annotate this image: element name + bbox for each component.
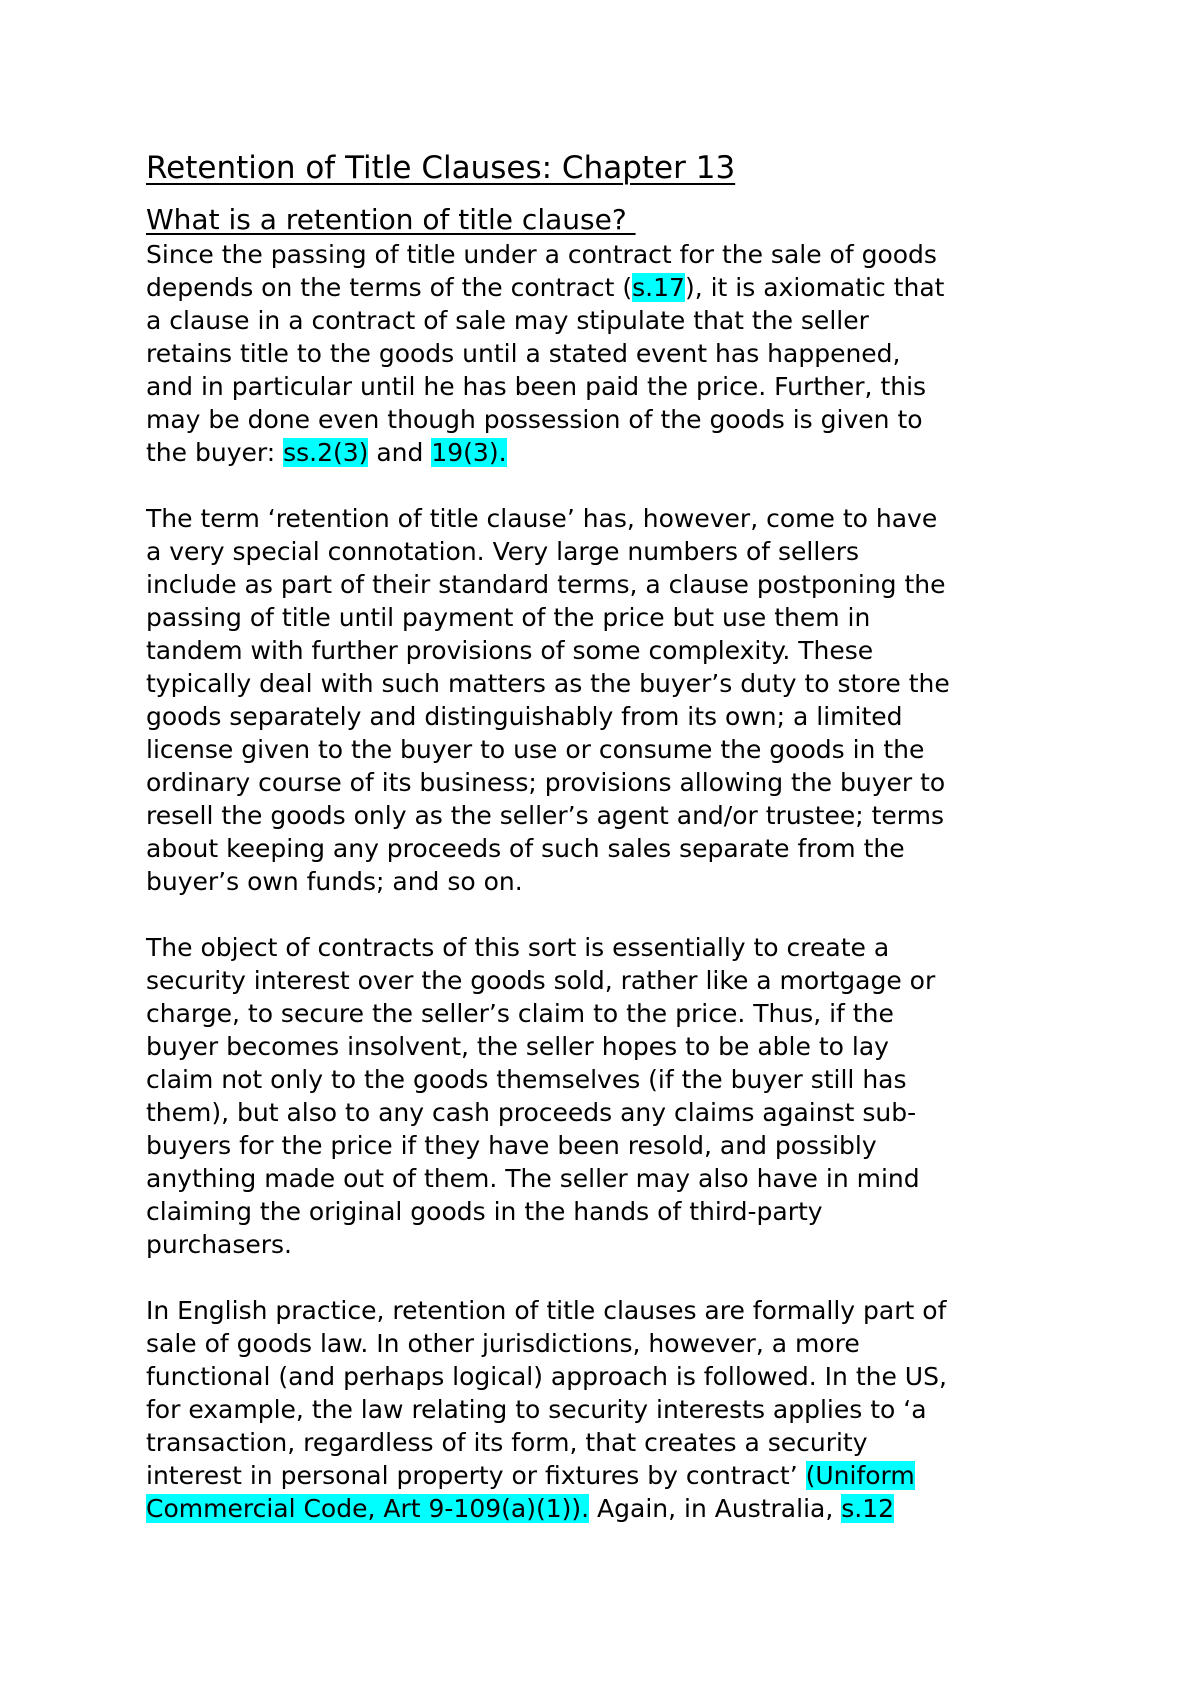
text-run: security interest over the goods sold, rather like a mortgage or [146,966,936,995]
text-run: transaction, regardless of its form, that creates a security [146,1428,868,1457]
text-line [146,766,1076,799]
text-run: The term ‘retention of title clause’ has, however, come to have [146,504,938,533]
text-run: Again, in Australia, [589,1494,842,1523]
text-run: charge, to secure the seller’s claim to the price. Thus, if the [146,999,894,1028]
text-run: ), it is axiomatic that [684,273,945,302]
text-line [146,304,1076,337]
text-line [146,1327,1076,1360]
text-run: purchasers. [146,1230,293,1259]
text-line [146,1096,1076,1129]
highlighted-citation: ss.2(3) [283,438,369,467]
text-line [146,700,1076,733]
text-run: them), but also to any cash proceeds any claims against sub- [146,1098,917,1127]
text-line [146,1393,1076,1426]
text-run: a very special connotation. Very large numbers of sellers [146,537,860,566]
text-run: claiming the original goods in the hands of third-party [146,1197,823,1226]
text-line [146,1228,1076,1261]
text-run: and [368,438,432,467]
text-line [146,964,1076,997]
text-run: claim not only to the goods themselves (if the buyer still has [146,1065,907,1094]
text-line [146,271,1076,304]
text-line [146,733,1076,766]
text-line [146,931,1076,964]
text-line [146,799,1076,832]
text-line [146,1162,1076,1195]
text-line [146,832,1076,865]
paragraph [146,931,1076,1261]
text-run: buyers for the price if they have been resold, and possibly [146,1131,877,1160]
text-run: license given to the buyer to use or consume the goods in the [146,735,925,764]
paragraph [146,238,1076,469]
text-run: ordinary course of its business; provisions allowing the buyer to [146,768,946,797]
text-run: passing of title until payment of the price but use them in [146,603,871,632]
body-text [146,238,1076,1525]
text-run: may be done even though possession of the goods is given to [146,405,923,434]
text-line [146,1360,1076,1393]
text-line [146,601,1076,634]
text-line [146,667,1076,700]
text-line [146,634,1076,667]
text-run: include as part of their standard terms, a clause postponing the [146,570,946,599]
text-run: the buyer: [146,438,284,467]
text-run: sale of goods law. In other jurisdictions, however, a more [146,1329,860,1358]
text-run: for example, the law relating to security interests applies to ‘a [146,1395,927,1424]
text-line [146,337,1076,370]
text-run: about keeping any proceeds of such sales separate from the [146,834,905,863]
text-line [146,403,1076,436]
text-line [146,997,1076,1030]
highlighted-citation: 19(3). [431,438,507,467]
text-run: and in particular until he has been paid the price. Further, this [146,372,927,401]
text-run: interest in personal property or fixtures by contract’ [146,1461,806,1490]
text-run: buyer becomes insolvent, the seller hopes to be able to lay [146,1032,889,1061]
text-line [146,1459,1076,1492]
text-run: The object of contracts of this sort is essentially to create a [146,933,890,962]
text-line [146,568,1076,601]
text-run: goods separately and distinguishably from its own; a limited [146,702,903,731]
text-run: Since the passing of title under a contract for the sale of goods [146,240,937,269]
text-run: depends on the terms of the contract ( [146,273,633,302]
paragraph [146,502,1076,898]
text-line [146,370,1076,403]
text-line [146,502,1076,535]
highlighted-citation: s.17 [632,273,685,302]
text-line [146,1030,1076,1063]
section-heading: What is a retention of title clause? [146,203,636,236]
highlighted-citation: s.12 [841,1494,895,1523]
text-run: retains title to the goods until a stated event has happened, [146,339,901,368]
text-line [146,1063,1076,1096]
text-run: typically deal with such matters as the buyer’s duty to store the [146,669,950,698]
text-line [146,535,1076,568]
text-line [146,1129,1076,1162]
text-run: functional (and perhaps logical) approach is followed. In the US, [146,1362,947,1391]
text-line [146,436,1076,469]
text-run: buyer’s own funds; and so on. [146,867,523,896]
text-run: a clause in a contract of sale may stipulate that the seller [146,306,869,335]
text-line [146,238,1076,271]
highlighted-citation: Commercial Code, Art 9-109(a)(1)). [146,1494,590,1523]
text-run: resell the goods only as the seller’s agent and/or trustee; terms [146,801,945,830]
text-line [146,865,1076,898]
text-line [146,1195,1076,1228]
text-line [146,1492,1076,1525]
paragraph [146,1294,1076,1525]
text-run: In English practice, retention of title clauses are formally part of [146,1296,947,1325]
document-page [146,140,1076,1558]
document-title: Retention of Title Clauses: Chapter 13 [146,150,736,186]
text-line [146,1426,1076,1459]
text-line [146,1294,1076,1327]
text-run: tandem with further provisions of some complexity. These [146,636,874,665]
highlighted-citation: (Uniform [805,1461,915,1490]
text-run: anything made out of them. The seller may also have in mind [146,1164,920,1193]
